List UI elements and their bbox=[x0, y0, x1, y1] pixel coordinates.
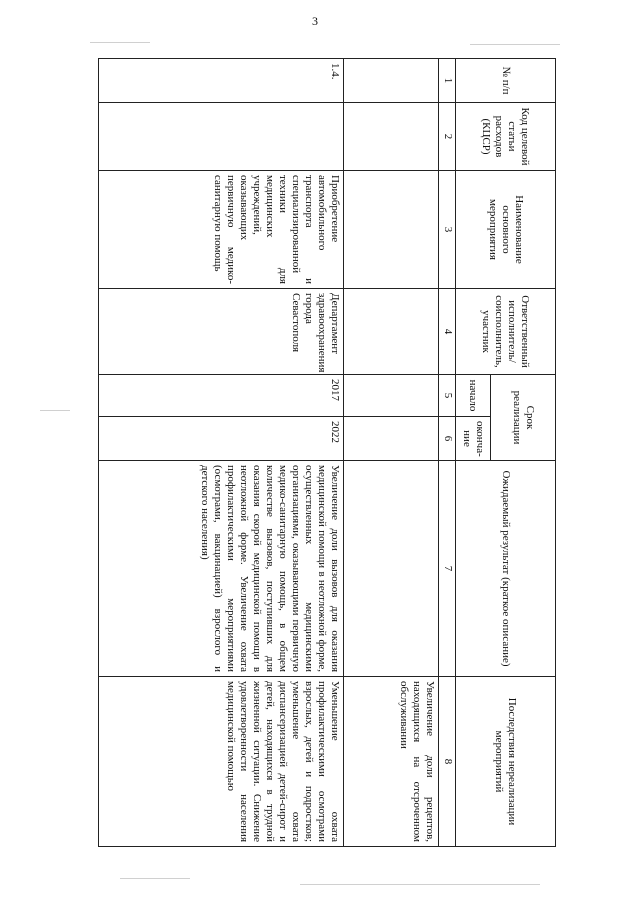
cell-start bbox=[344, 375, 439, 417]
header-row bbox=[491, 59, 556, 847]
column-number: 3 bbox=[439, 171, 456, 289]
column-number: 4 bbox=[439, 289, 456, 375]
cell-code bbox=[99, 103, 344, 171]
cell-consequences: Уменьшение охвата профилактическими осмотрами взрослых, детей и подростков; уменьшение охвата диспансеризацией детей-сирот и детей, находящихся в трудной жизненной ситуации. Снижение удовлетворенности населения медицинской помощью bbox=[99, 677, 344, 847]
cell-name: Приобретение автомобильного транспорта и специализированной техники для медицинских учреждений, оказывающих первичную медико-санитарную помощь bbox=[99, 171, 344, 289]
header-code: Код целевой статьи расходов (КЦСР) bbox=[456, 103, 556, 171]
header-responsible: Ответственный исполнитель/ соисполнитель, участник bbox=[456, 289, 556, 375]
column-number: 1 bbox=[439, 59, 456, 103]
header-end: оконча-ние bbox=[456, 417, 491, 461]
scan-artifact bbox=[120, 878, 190, 879]
table-row bbox=[99, 59, 344, 847]
scan-artifact bbox=[40, 410, 70, 411]
cell-result: Увеличение доли вызовов для оказания медицинской помощи в неотложной форме, осуществленных медицинскими организациями, оказывающими первичную медико-санитарную помощь, в общем количестве вызовов, поступивших для оказания скорой медицинской помощи в неотложной форме. Увеличение охвата профилактическими мероприятиями (осмотрами, вакцинацией) взрослого и детского населения) bbox=[99, 461, 344, 677]
column-numbers-row bbox=[439, 59, 456, 847]
table-row bbox=[344, 59, 439, 847]
header-name: Наименование основного мероприятия bbox=[456, 171, 556, 289]
cell-end bbox=[344, 417, 439, 461]
header-consequences: Последствия нереализации мероприятий bbox=[456, 677, 556, 847]
cell-num: 1.4. bbox=[99, 59, 344, 103]
cell-start: 2017 bbox=[99, 375, 344, 417]
cell-consequences: Увеличение доли рецептов, находящихся на отсроченном обслуживании bbox=[344, 677, 439, 847]
scan-artifact bbox=[300, 884, 540, 885]
column-number: 7 bbox=[439, 461, 456, 677]
scan-artifact bbox=[470, 44, 560, 45]
column-number: 2 bbox=[439, 103, 456, 171]
header-start: начало bbox=[456, 375, 491, 417]
scan-artifact bbox=[90, 42, 150, 43]
header-result: Ожидаемый результат (краткое описание) bbox=[456, 461, 556, 677]
cell-code bbox=[344, 103, 439, 171]
header-period: Срок реализации bbox=[491, 375, 556, 461]
column-number: 6 bbox=[439, 417, 456, 461]
cell-responsible: Департамент здравоохранения города Севастополя bbox=[99, 289, 344, 375]
page-number: 3 bbox=[312, 14, 318, 28]
cell-responsible bbox=[344, 289, 439, 375]
column-number: 5 bbox=[439, 375, 456, 417]
header-num: № п/п bbox=[456, 59, 556, 103]
activities-table bbox=[98, 58, 556, 847]
cell-num bbox=[344, 59, 439, 103]
rotated-table-container bbox=[98, 58, 556, 846]
cell-result bbox=[344, 461, 439, 677]
column-number: 8 bbox=[439, 677, 456, 847]
cell-name bbox=[344, 171, 439, 289]
cell-end: 2022 bbox=[99, 417, 344, 461]
